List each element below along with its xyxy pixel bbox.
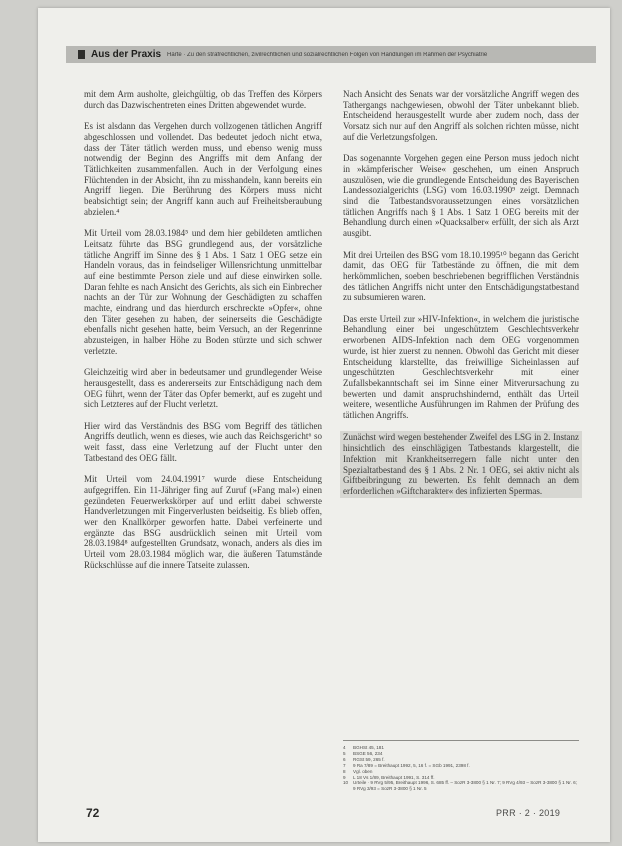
left-column [84,89,322,581]
document-page [38,8,610,842]
footnote-text: Vgl. oben [353,768,373,774]
footnote-text: BSGE 56, 234 [353,750,383,756]
paragraph: Hier wird das Verständnis des BSG vom Begriff des tätlichen Angriffs deutlich, wenn es dieses, wie auch das Reichsgericht⁶ so weit fasst, dass eine Verletzung auf der Flucht unter den Tatbestand des OEG fällt. [84,420,322,463]
footnote-text: L 18 Vs 1/89, Breithaupt 1991, S. 314 ff. [353,774,435,780]
footnote-number: 9 [343,774,346,780]
footnote-number: 4 [343,745,346,750]
right-column [343,89,579,508]
footnote-text: RGSt 59, 265 f. [353,756,385,762]
header-subtitle: Härte · Zu den strafrechtlichen, zivilrechtlichen und sozialrechtlichen Folgen von Handlungen im Rahmen der Psychiatrie [167,51,488,58]
footnote [343,780,579,792]
page-number: 72 [86,806,100,820]
paragraph: Es ist alsdann das Vergehen durch vollzogenen tätlichen Angriff abgeschlossen und vollendet. Das bedeutet jedoch nicht etwa, dass der Täter tätlich werden muss, und ebenso wenig muss notwendig der Beginn des Angriffs mit dem Anfang der Tätlichkeiten zusammenfallen. Auch in der Verfolgung eines Flüchtenden in der Absicht, ihn zu misshandeln, kann bereits ein Angriff liegen. Die Berührung des Körpers muss nicht beabsichtigt sein; der Angriff kann auch auf Freiheitsberaubung abzielen.⁴ [84,121,322,217]
highlighted-paragraph: Zunächst wird wegen bestehender Zweifel des LSG in 2. Instanz hinsichtlich des einschlägigen Tatbestands klargestellt, die Infektion mit Krankheitserregern falle nicht unter den Spezialtatbestand des § 1 Abs. 2 Nr. 1 OEG, sei aktiv nicht als Giftbeibringung zu bewerten. Es fehlt demnach an dem erforderlichen »Giftcharakter« des infizierten Spermas. [340,431,582,497]
running-header [66,46,596,63]
footnote-number: 10 [343,780,349,786]
footnote-number: 6 [343,756,346,762]
paragraph: Das sogenannte Vorgehen gegen eine Person muss jedoch nicht in »kämpferischer Weise« geschehen, um einen Anspruch auszulösen, wie die grundlegende Entscheidung des Bayerischen Landessozialgerichts (LSG) vom 16.03.1990⁹ zeigt. Demnach sind die Tatbestandsvoraussetzungen eines vorsätzlichen tätlichen Angriffs nach § 1 Abs. 1 Satz 1 OEG bereits mit der Behandlung durch einen »Quacksalber« erfüllt, der sich als Arzt ausgibt. [343,153,579,239]
section-title: Aus der Praxis [91,49,162,60]
paragraph: Das erste Urteil zur »HIV-Infektion«, in welchem die juristische Behandlung einer bei ungeschütztem Geschlechtsverkehr erworbenen AIDS-Infektion nach dem OEG vorgenommen wurde, ist hier zuerst zu nennen. Obwohl das Gericht mit dieser Entscheidung klarstellte, das freiwillige Sicheinlassen auf ungeschützten Geschlechtsverkehr mit einer Zufallsbekanntschaft sei im Sinne einer Mitverursachung zu bewerten und damit anspruchshindernd, enthält das Urteil weitere, wesentliche Ausführungen im Rahmen der Prüfung des tätlichen Angriffs. [343,313,579,421]
footnotes [343,740,579,792]
paragraph: Mit drei Urteilen des BSG vom 18.10.1995¹⁰ begann das Gericht damit, das OEG für Tatbestände zu öffnen, die mit dem herkömmlichen, soeben beschriebenen begrifflichen Verständnis des tätlichen Angriffs nicht unter den Entschädigungstatbestand zu subsumieren waren. [343,249,579,303]
paragraph: Gleichzeitig wird aber in bedeutsamer und grundlegender Weise herausgestellt, dass es andererseits zur Entschädigung nach dem OEG führt, wenn der Täter das Opfer bemerkt, auf es zugeht und sich Letzteres auf der Flucht verletzt. [84,367,322,410]
journal-issue: PRR · 2 · 2019 [496,808,561,818]
paragraph: mit dem Arm ausholte, gleichgültig, ob das Treffen des Körpers durch das Dazwischentreten eines Dritten abgewendet wurde. [84,89,322,110]
footnote-text: Urteile · 9 RVg 5/95, Breithaupt 1996, S. 685 ff. – SozR 3-3800 § 1 Nr. 7; 9 RVg 4/93 – SozR 3-3800 § 1 Nr. 6; 9 RVg 3/93 = SozR 3-3800 § 1 Nr. 5 [353,780,577,792]
footnote-number: 7 [343,762,346,768]
footnote-number: 8 [343,768,346,774]
footnote-text: 9 Ra 7/89 = Breithaupt 1992, 5, 16 f. = SGb 1991, 2398 f. [353,762,470,768]
section-marker [78,50,85,59]
paragraph: Mit Urteil vom 28.03.1984⁵ und dem hier gebildeten amtlichen Leitsatz führte das BSG grundlegend aus, der vorsätzliche tätliche Angriff im Sinne des § 1 Abs. 1 Satz 1 OEG setze ein Handeln voraus, das in feindseliger Willensrichtung unmittelbar auf eine bestimmte Person ziele und auf diese einwirken solle. Daran fehlte es nach Ansicht des Gerichts, als sich ein Einbrecher nachts an der Tür zur Wohnung der Geschädigten zu schaffen machte, eindrang und das hierdurch erschreckte »Opfer«, ohne den Täter gesehen zu haben, der seinerseits die Geschädigte ebenfalls nicht gesehen hatte, beim Versuch, an der Regenrinne abzusteigen, in halber Höhe zu Boden stürzte und sich schwer verletzte. [84,228,322,356]
footnote-text: BGHSt 45, 181 [353,745,384,750]
footnote-number: 5 [343,750,346,756]
paragraph: Nach Ansicht des Senats war der vorsätzliche Angriff wegen des Tathergangs nachgewiesen, obwohl der Täter unbekannt blieb. Entscheidend herausgestellt wurde aber zudem noch, dass der Vorsatz sich nur auf den Angriff als solchen richten müsse, nicht auf die Verletzungsfolgen. [343,89,579,142]
paragraph: Mit Urteil vom 24.04.1991⁷ wurde diese Entscheidung aufgegriffen. Ein 11-Jähriger fing auf Zuruf (»Fang mal«) einen gezündeten Feuerwerkskörper auf und erlitt dabei schwerste Handverletzungen mit Fingerverlusten beidseitig. Es blieb offen, wer den Knallkörper geworfen hatte. Dabei verfeinerte und ergänzte das BSG ausdrücklich seinen mit Urteil vom 28.03.1984⁸ aufgestellten Grundsatz, wonach, anders als dies im Urteil vom 28.03.1984 möglich war, die äußeren Tatumstände Rückschlüsse auf die innere Tatseite zulassen. [84,474,322,570]
